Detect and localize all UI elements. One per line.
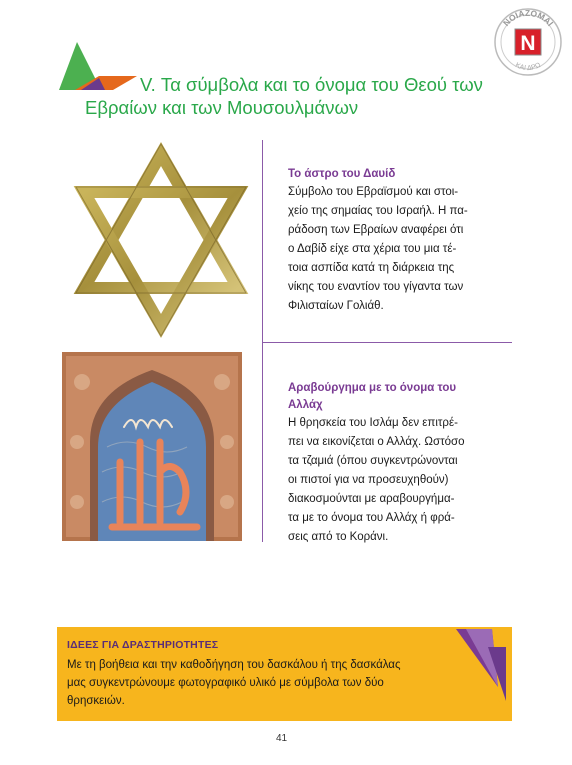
activity-title: ΙΔΕΕΣ ΓΙΑ ΔΡΑΣΤΗΡΙΟΤΗΤΕΣ: [67, 639, 219, 651]
heading-line: Αλλάχ: [288, 399, 323, 411]
text-line: νίκης του εναντίον του γίγαντα των: [288, 281, 464, 293]
entry-star-text: [288, 183, 480, 316]
text-line: Φιλισταίων Γολιάθ.: [288, 300, 384, 312]
noiazomai-logo: [490, 2, 566, 78]
entry-arabesque-heading: [288, 380, 478, 414]
star-of-david-image: [62, 140, 260, 340]
text-line: Με τη βοήθεια και την καθοδήγηση του δασκάλου ή της δασκάλας: [67, 659, 401, 671]
activity-box: [57, 627, 512, 721]
title-triangle-icon: [57, 40, 139, 92]
page-number: 41: [276, 733, 288, 744]
text-line: σεις από το Κοράνι.: [288, 531, 389, 543]
logo-letter: N: [520, 32, 536, 55]
entry-arabesque-text: [288, 414, 470, 547]
divider-vertical-bottom: [262, 342, 263, 542]
entry-star-heading: Το άστρο του Δαυίδ: [288, 168, 396, 180]
logo-top-text: ΝΟΙΑΖΟΜΑΙ: [500, 7, 556, 28]
activity-text: [67, 656, 447, 710]
text-line: τα τζαμιά (όπου συγκεντρώνονται: [288, 455, 458, 467]
text-line: θρησκειών.: [67, 695, 125, 707]
section-title-line2: Εβραίων και των Μουσουλμάνων: [85, 97, 359, 118]
text-line: τα με το όνομα του Αλλάχ ή φρά-: [288, 512, 455, 524]
divider-vertical-top: [262, 140, 263, 342]
logo-bottom-text: ΚΑΙ ΔΡΩ: [514, 61, 542, 73]
text-line: Σύμβολο του Εβραϊσμού και στοι-: [288, 186, 459, 198]
text-line: ο Δαβίδ είχε στα χέρια του μια τέ-: [288, 243, 457, 255]
text-line: χείο της σημαίας του Ισραήλ. Η πα-: [288, 205, 468, 217]
allah-arabesque-image: [62, 352, 242, 541]
activity-triangle-icon: [452, 627, 512, 721]
text-line: οι πιστοί για να προσευχηθούν): [288, 474, 449, 486]
section-title-line1: V. Τα σύμβολα και το όνομα του Θεού των: [140, 74, 483, 95]
heading-line: Αραβούργημα με το όνομα του: [288, 382, 457, 394]
section-title: [85, 73, 560, 119]
text-line: διακοσμούνται με αραβουργήμα-: [288, 493, 455, 505]
text-line: ράδοση των Εβραίων αναφέρει ότι: [288, 224, 464, 236]
divider-horizontal: [262, 342, 512, 343]
text-line: πει να εικονίζεται ο Αλλάχ. Ωστόσο: [288, 436, 465, 448]
text-line: μας συγκεντρώνουμε φωτογραφικό υλικό με σύμβολα των δύο: [67, 677, 384, 689]
text-line: τοια ασπίδα κατά τη διάρκεια της: [288, 262, 455, 274]
text-line: Η θρησκεία του Ισλάμ δεν επιτρέ-: [288, 417, 458, 429]
